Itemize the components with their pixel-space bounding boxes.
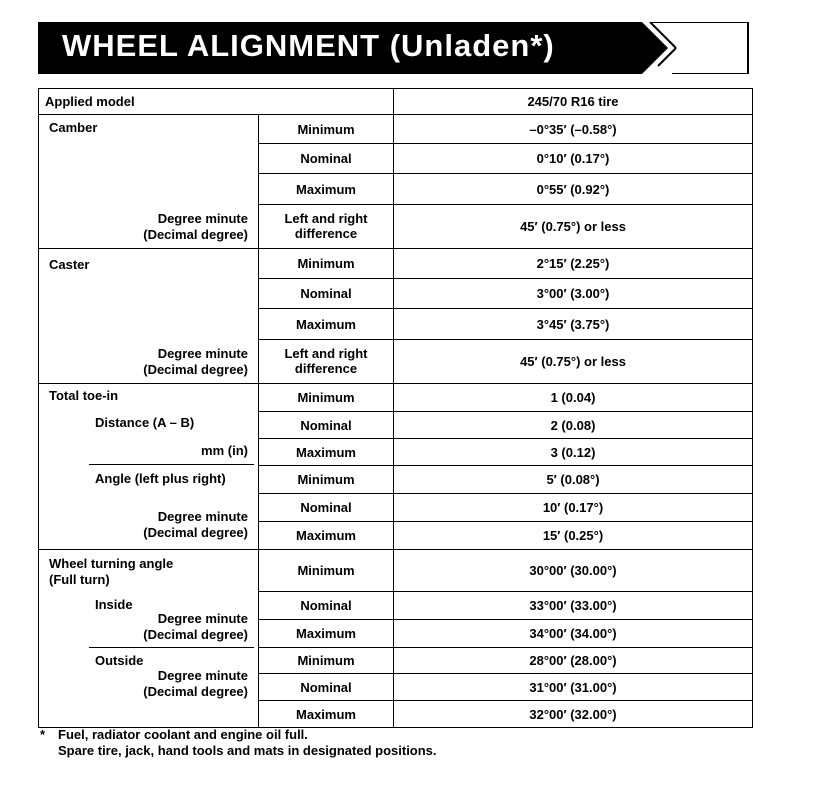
turning-inside-nominal-label: Nominal: [259, 592, 394, 620]
applied-model-label: Applied model: [39, 89, 394, 115]
turning-outside-nominal-value: 31°00′ (31.00°): [394, 674, 753, 701]
caster-nominal-label: Nominal: [259, 279, 394, 309]
caster-maximum-label: Maximum: [259, 309, 394, 339]
footnote-line1: Fuel, radiator coolant and engine oil full.: [58, 727, 308, 742]
turning-outside-nominal-label: Nominal: [259, 674, 394, 701]
table-row: [39, 384, 753, 412]
camber-difference-value: 45′ (0.75°) or less: [394, 204, 753, 248]
caster-unit-line1: Degree minute: [157, 346, 248, 361]
page-title: WHEEL ALIGNMENT (Unladen*): [62, 28, 555, 63]
turning-angle-divider: [89, 647, 254, 648]
caster-unit-line2: (Decimal degree): [143, 362, 248, 377]
toe-in-distance-minimum-value: 1 (0.04): [394, 384, 753, 412]
turning-outside-minimum-value: 28°00′ (28.00°): [394, 648, 753, 674]
toe-in-angle-unit-line2: (Decimal degree): [143, 525, 248, 540]
caster-minimum-value: 2°15′ (2.25°): [394, 249, 753, 279]
toe-in-distance-minimum-label: Minimum: [259, 384, 394, 412]
toe-in-distance-nominal-label: Nominal: [259, 412, 394, 439]
banner-end-decoration: [628, 22, 750, 74]
turning-outside-label: Outside: [95, 652, 144, 668]
title-banner: [38, 22, 750, 74]
table-row: [39, 550, 753, 592]
footnote-marker: *: [40, 727, 46, 742]
toe-in-angle-minimum-value: 5′ (0.08°): [394, 466, 753, 493]
turning-outside-unit-line1: Degree minute: [157, 667, 248, 683]
caster-maximum-value: 3°45′ (3.75°): [394, 309, 753, 339]
toe-in-distance-nominal-value: 2 (0.08): [394, 412, 753, 439]
turning-outside-unit-line2: (Decimal degree): [143, 683, 248, 699]
turning-inside-label: Inside: [95, 596, 133, 612]
camber-difference-label-line1: Left and right: [284, 211, 368, 227]
toe-in-group-cell: [39, 384, 259, 550]
toe-in-angle-maximum-value: 15′ (0.25°): [394, 521, 753, 549]
toe-in-angle-minimum-label: Minimum: [259, 466, 394, 493]
camber-maximum-value: 0°55′ (0.92°): [394, 174, 753, 204]
caster-nominal-value: 3°00′ (3.00°): [394, 279, 753, 309]
caster-difference-value: 45′ (0.75°) or less: [394, 339, 753, 383]
footnote-line2: Spare tire, jack, hand tools and mats in designated positions.: [58, 743, 437, 758]
toe-in-distance-unit: mm (in): [201, 443, 248, 458]
turning-outside-maximum-label: Maximum: [259, 701, 394, 728]
turning-inside-minimum-value: 30°00′ (30.00°): [394, 550, 753, 592]
toe-in-distance-maximum-label: Maximum: [259, 439, 394, 466]
camber-maximum-label: Maximum: [259, 174, 394, 204]
table-row: [39, 249, 753, 279]
applied-model-row: [39, 89, 753, 115]
turning-angle-group-cell: [39, 550, 259, 728]
camber-label: Camber: [49, 120, 98, 135]
toe-in-distance-label: Distance (A – B): [95, 415, 195, 430]
turning-angle-label-line1: Wheel turning angle: [49, 555, 174, 571]
turning-outside-minimum-label: Minimum: [259, 648, 394, 674]
camber-difference-label: [259, 204, 394, 248]
toe-in-angle-nominal-label: Nominal: [259, 493, 394, 521]
caster-difference-label: [259, 339, 394, 383]
camber-minimum-value: –0°35′ (–0.58°): [394, 115, 753, 144]
camber-group-cell: [39, 115, 259, 249]
camber-unit-line2: (Decimal degree): [143, 227, 248, 242]
applied-model-value: 245/70 R16 tire: [394, 89, 753, 115]
caster-minimum-label: Minimum: [259, 249, 394, 279]
camber-nominal-value: 0°10′ (0.17°): [394, 144, 753, 174]
caster-group-cell: [39, 249, 259, 384]
caster-label: Caster: [49, 257, 90, 272]
toe-in-angle-label: Angle (left plus right): [95, 471, 226, 486]
toe-in-divider: [89, 464, 254, 465]
camber-difference-label-line2: difference: [294, 226, 358, 242]
wheel-alignment-table: [38, 88, 753, 728]
caster-difference-label-line2: difference: [294, 361, 358, 377]
toe-in-distance-maximum-value: 3 (0.12): [394, 439, 753, 466]
camber-nominal-label: Nominal: [259, 144, 394, 174]
turning-inside-nominal-value: 33°00′ (33.00°): [394, 592, 753, 620]
caster-difference-label-line1: Left and right: [284, 346, 368, 362]
turning-inside-unit-line2: (Decimal degree): [143, 626, 248, 642]
turning-inside-maximum-label: Maximum: [259, 620, 394, 648]
toe-in-angle-nominal-value: 10′ (0.17°): [394, 493, 753, 521]
toe-in-angle-maximum-label: Maximum: [259, 521, 394, 549]
toe-in-angle-unit-line1: Degree minute: [157, 509, 248, 524]
turning-angle-label-line2: (Full turn): [49, 571, 110, 587]
toe-in-label: Total toe-in: [49, 388, 119, 403]
turning-inside-unit-line1: Degree minute: [157, 610, 248, 626]
turning-outside-maximum-value: 32°00′ (32.00°): [394, 701, 753, 728]
table-row: [39, 115, 753, 144]
camber-unit-line1: Degree minute: [157, 211, 248, 226]
turning-inside-maximum-value: 34°00′ (34.00°): [394, 620, 753, 648]
camber-minimum-label: Minimum: [259, 115, 394, 144]
turning-inside-minimum-label: Minimum: [259, 550, 394, 592]
